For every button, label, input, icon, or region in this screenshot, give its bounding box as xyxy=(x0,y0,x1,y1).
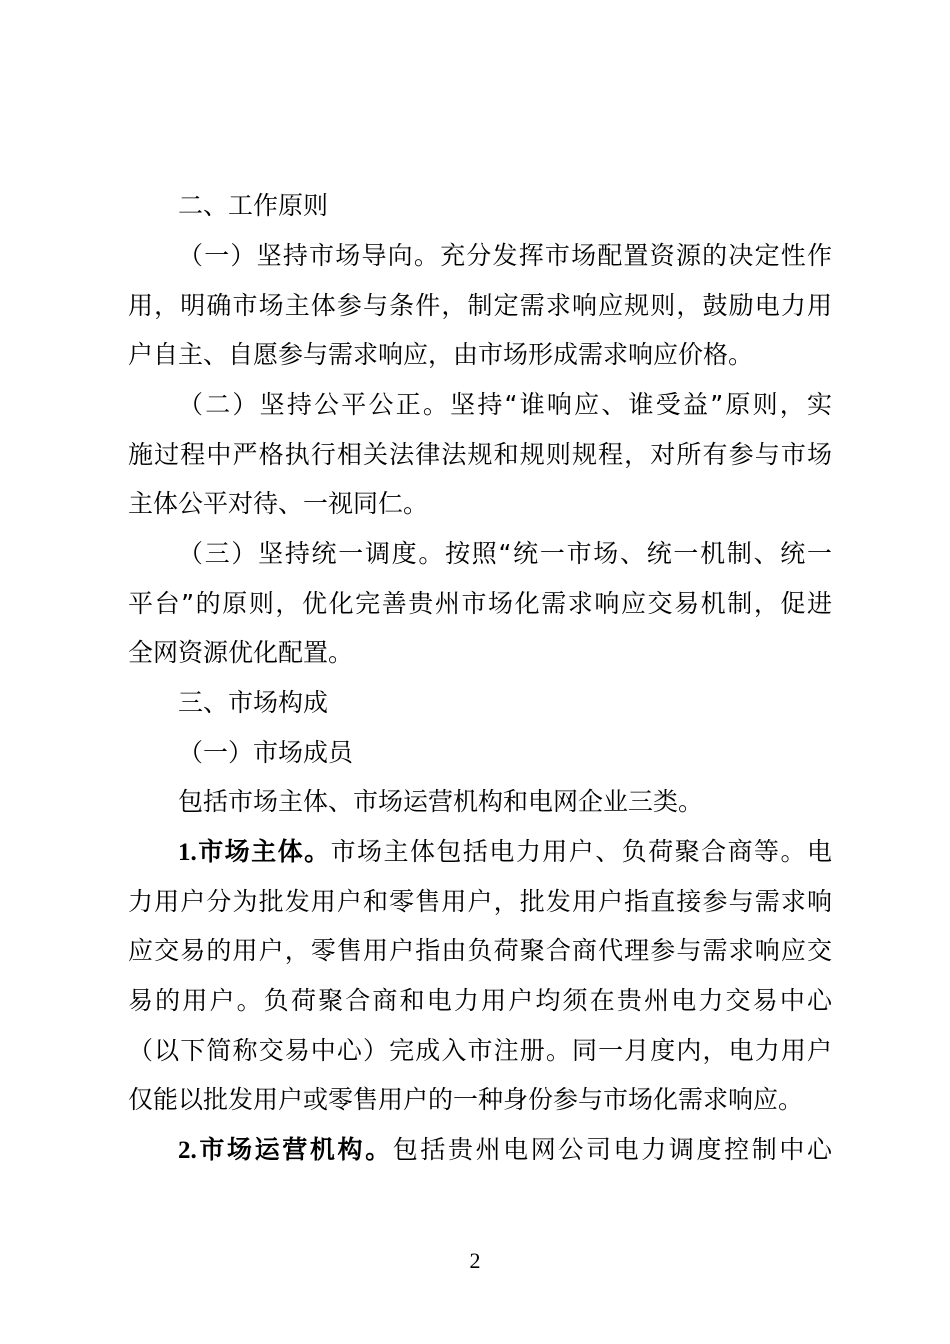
item-number: 1. xyxy=(178,839,197,866)
paragraph-market-orientation-line3: 户自主、自愿参与需求响应，由市场形成需求响应价格。 xyxy=(128,340,754,369)
subheading-market-members: （一）市场成员 xyxy=(178,738,354,767)
section-heading-market-composition: 三、市场构成 xyxy=(178,688,329,717)
paragraph-fairness-line3: 主体公平对待、一视同仁。 xyxy=(128,489,429,518)
item-title: 市场主体。 xyxy=(196,837,331,866)
paragraph-unified-dispatch-line3: 全网资源优化配置。 xyxy=(128,638,354,667)
paragraph-members-intro: 包括市场主体、市场运营机构和电网企业三类。 xyxy=(178,787,704,816)
paragraph-fairness-line2: 施过程中严格执行相关法律法规和规则规程，对所有参与市场 xyxy=(128,440,832,469)
item-number: 2. xyxy=(178,1137,197,1164)
item-market-operator-line1 xyxy=(178,1133,832,1168)
paragraph-market-orientation-line2: 用，明确市场主体参与条件，制定需求响应规则，鼓励电力用 xyxy=(128,291,832,320)
item-text: 包括贵州电网公司电力调度控制中心 xyxy=(392,1135,832,1164)
item-market-entity-line2: 力用户分为批发用户和零售用户，批发用户指直接参与需求响 xyxy=(128,887,832,916)
item-market-entity-line6: 仅能以批发用户或零售用户的一种身份参与市场化需求响应。 xyxy=(128,1085,804,1114)
item-market-entity-line1 xyxy=(178,835,832,870)
item-text: 市场主体包括电力用户、负荷聚合商等。电 xyxy=(330,837,832,866)
paragraph-unified-dispatch-line2: 平台”的原则，优化完善贵州市场化需求响应交易机制，促进 xyxy=(128,589,832,618)
item-market-entity-line3: 应交易的用户，零售用户指由负荷聚合商代理参与需求响应交 xyxy=(128,936,832,965)
paragraph-market-orientation-line1: （一）坚持市场导向。充分发挥市场配置资源的决定性作 xyxy=(178,241,832,270)
item-title: 市场运营机构。 xyxy=(196,1135,393,1164)
paragraph-fairness-line1: （二）坚持公平公正。坚持“谁响应、谁受益”原则，实 xyxy=(178,390,832,419)
section-heading-principles: 二、工作原则 xyxy=(178,191,329,220)
item-market-entity-line4: 易的用户。负荷聚合商和电力用户均须在贵州电力交易中心 xyxy=(128,986,832,1015)
page-number: 2 xyxy=(469,1248,481,1273)
item-market-entity-line5: （以下简称交易中心）完成入市注册。同一月度内，电力用户 xyxy=(128,1036,832,1065)
paragraph-unified-dispatch-line1: （三）坚持统一调度。按照“统一市场、统一机制、统一 xyxy=(178,539,832,568)
